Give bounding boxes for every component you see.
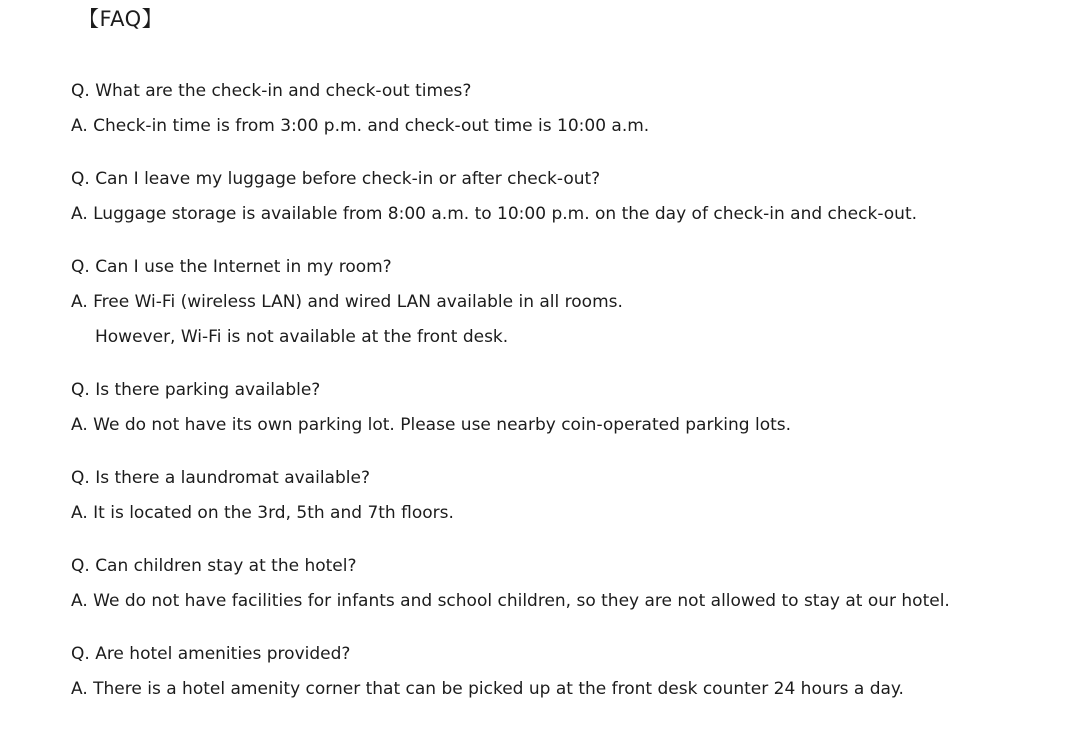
faq-item-luggage [71, 166, 1071, 254]
faq-answer-continuation: However, Wi-Fi is not available at the front desk. [95, 327, 509, 347]
faq-question: Q. What are the check-in and check-out times? [71, 81, 472, 101]
faq-item-amenities [71, 641, 1071, 729]
page-title: 【FAQ】 [78, 7, 164, 31]
faq-item-laundromat [71, 465, 1071, 553]
faq-item-parking [71, 377, 1071, 465]
faq-answer: A. Check-in time is from 3:00 p.m. and check-out time is 10:00 a.m. [71, 116, 650, 136]
faq-answer: A. Luggage storage is available from 8:00 a.m. to 10:00 p.m. on the day of check-in and check-out. [71, 204, 918, 224]
faq-answer: A. Free Wi-Fi (wireless LAN) and wired LAN available in all rooms. [71, 292, 623, 312]
faq-question: Q. Can I use the Internet in my room? [71, 257, 392, 277]
faq-item-check-in-times [71, 78, 1071, 166]
faq-question: Q. Can I leave my luggage before check-in or after check-out? [71, 169, 601, 189]
faq-item-internet [71, 254, 1071, 377]
faq-answer: A. We do not have facilities for infants and school children, so they are not allowed to stay at our hotel. [71, 591, 950, 611]
faq-question: Q. Can children stay at the hotel? [71, 556, 357, 576]
faq-question: Q. Is there parking available? [71, 380, 321, 400]
faq-list [71, 78, 1071, 729]
faq-question: Q. Are hotel amenities provided? [71, 644, 351, 664]
faq-item-children [71, 553, 1071, 641]
faq-question: Q. Is there a laundromat available? [71, 468, 370, 488]
faq-answer: A. There is a hotel amenity corner that can be picked up at the front desk counter 24 hours a day. [71, 679, 904, 699]
faq-answer: A. It is located on the 3rd, 5th and 7th floors. [71, 503, 454, 523]
faq-answer: A. We do not have its own parking lot. Please use nearby coin-operated parking lots. [71, 415, 792, 435]
